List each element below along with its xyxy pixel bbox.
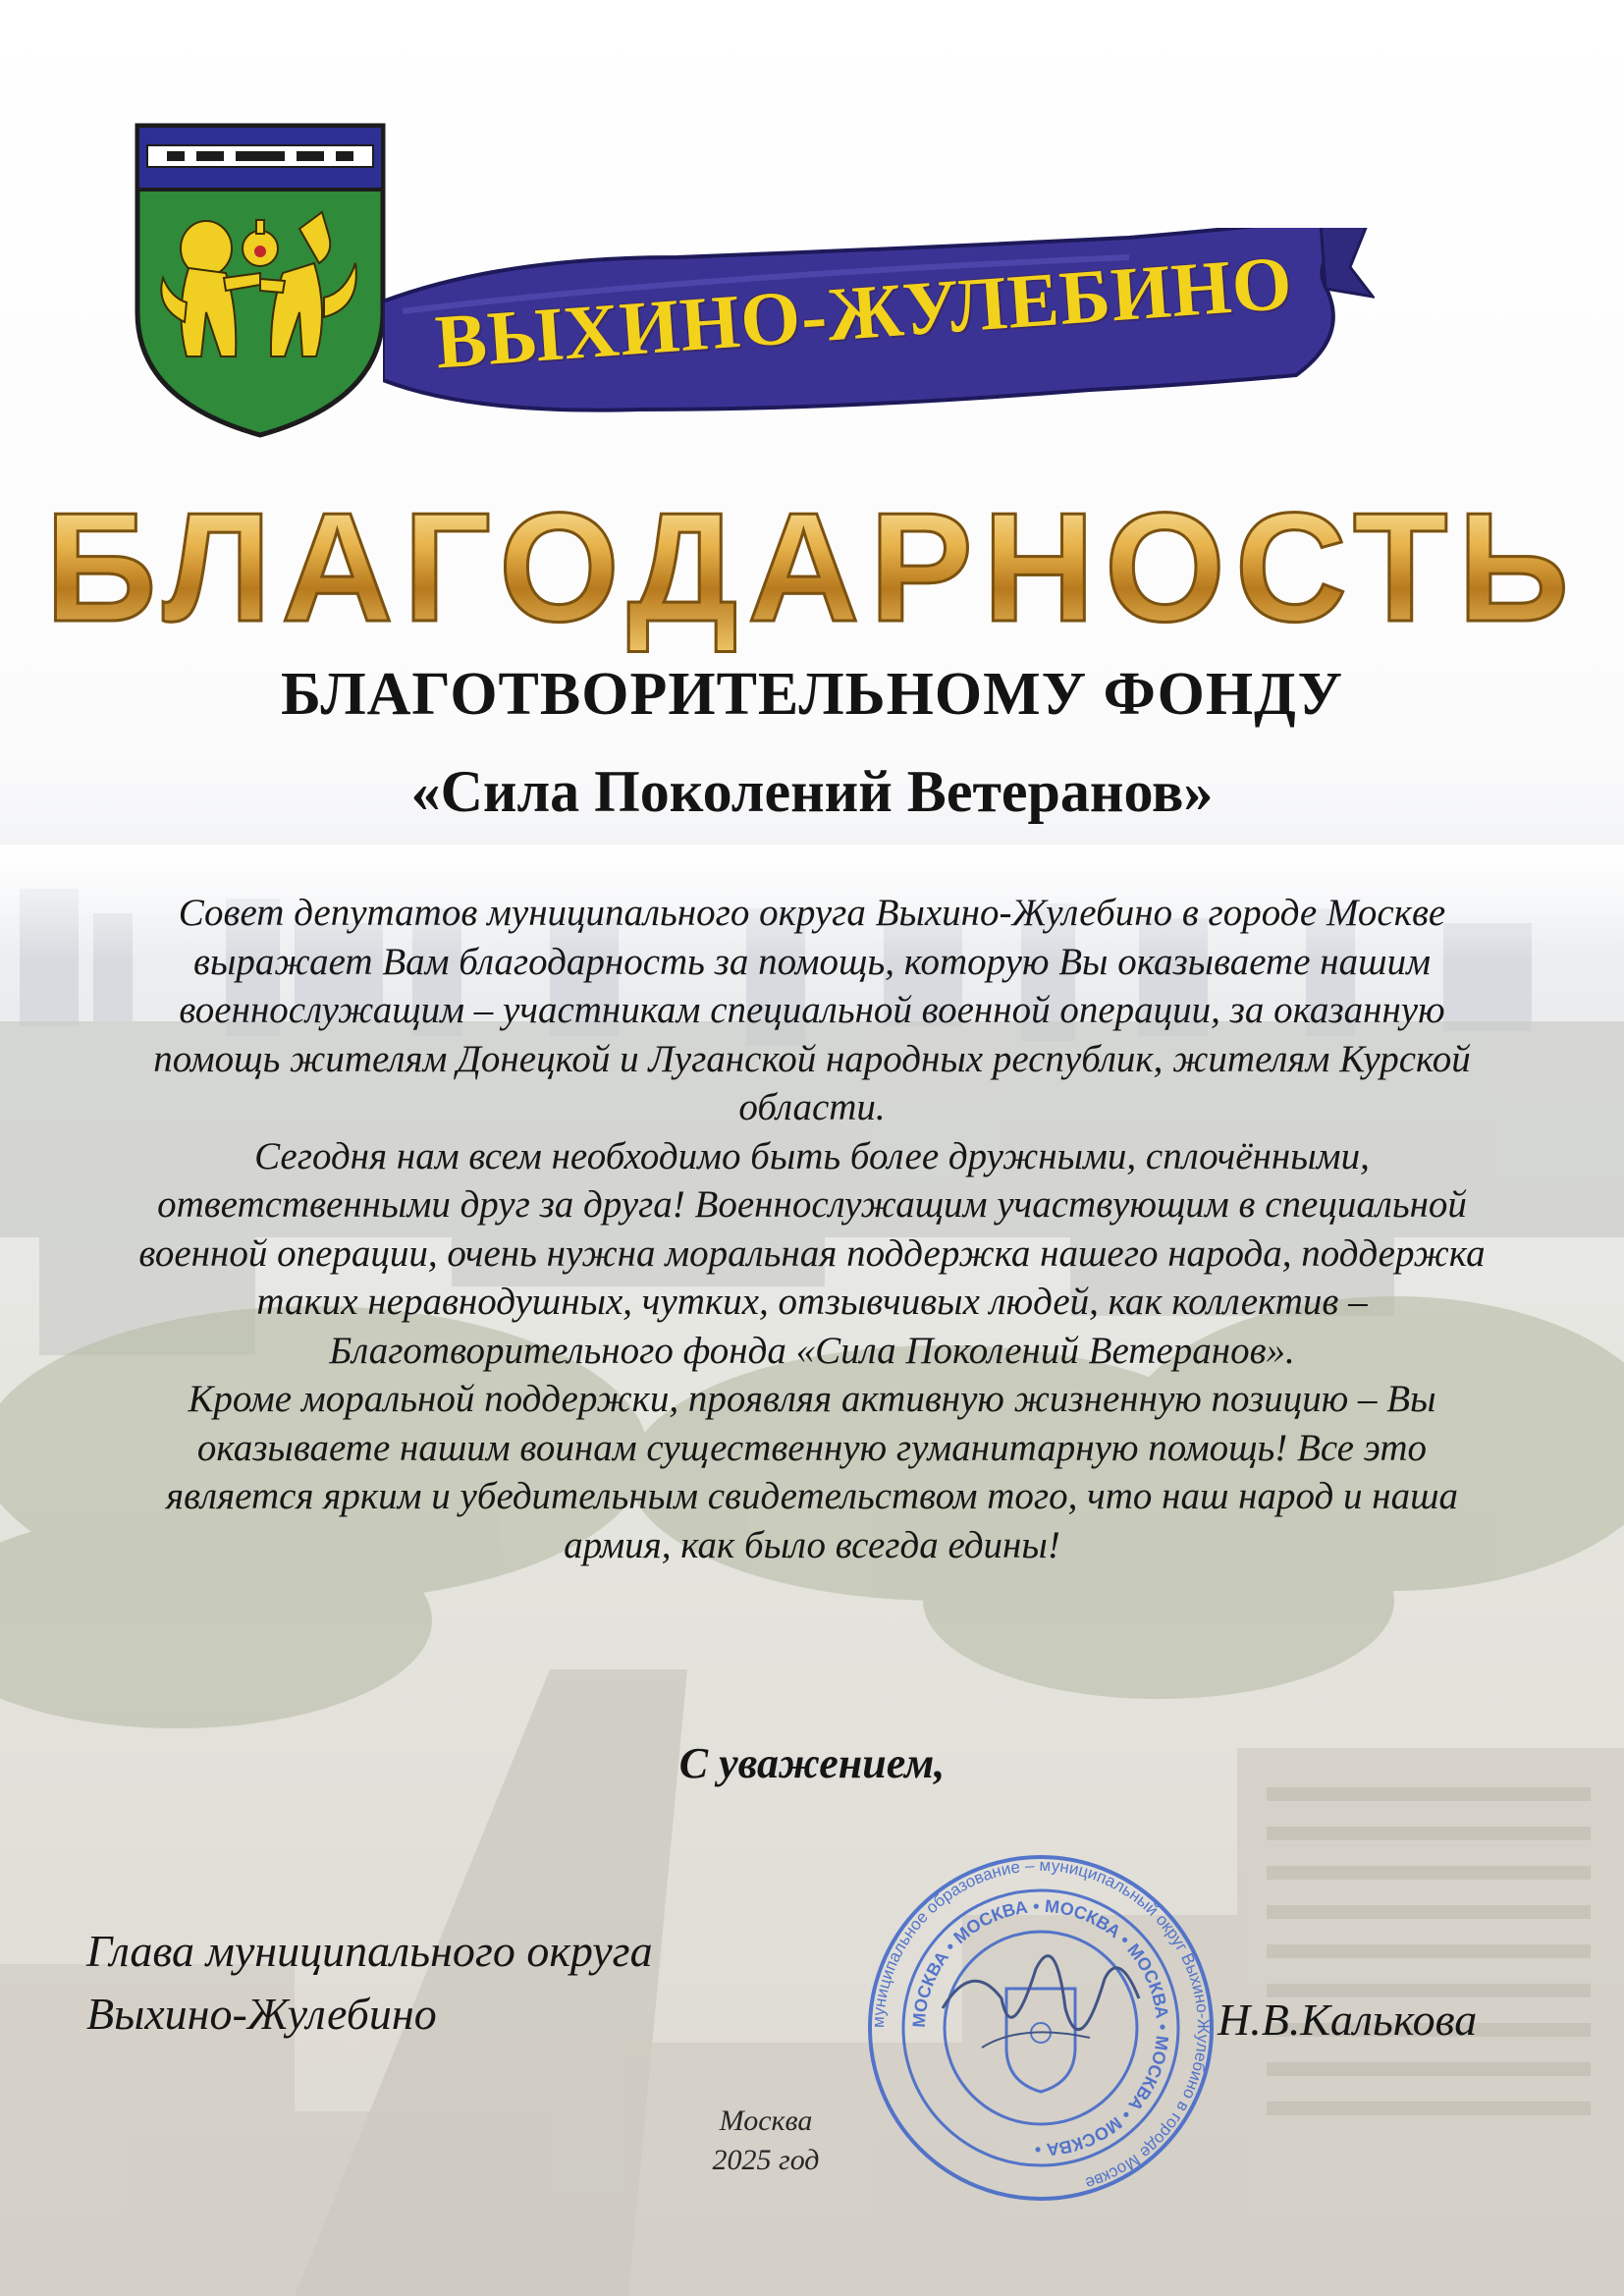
district-coat-of-arms-icon xyxy=(128,116,393,440)
signer-title-line-2: Выхино-Жулебино xyxy=(86,1989,437,2039)
body-paragraph-3: Кроме моральной поддержки, проявляя активную жизненную позицию – Вы оказываете нашим воинам существенную гуманитарную помощь! Все это является ярким и убедительным свидетельством того, что наш народ и наша армия, как было всегда едины! xyxy=(165,1378,1459,1566)
letter-body xyxy=(128,889,1496,1569)
closing-regards: С уважением, xyxy=(678,1739,946,1787)
stamp-ring-text: МОСКВА • МОСКВА • МОСКВА • МОСКВА • МОСКВА • МОСКВА • xyxy=(908,1895,1173,2160)
signer-title-line-1: Глава муниципального округа xyxy=(86,1926,653,1976)
signer-title xyxy=(86,1920,653,2046)
signer-name: Н.В.Калькова xyxy=(1218,1995,1478,2045)
year: 2025 год xyxy=(712,2144,820,2176)
district-name-ribbon-text: ВЫХИНО-ЖУЛЕБИНО xyxy=(432,239,1296,385)
body-paragraph-2: Сегодня нам всем необходимо быть более дружными, сплочёнными, ответственными друг за друга! Военнослужащим участвующим в специальной военной операции, очень нужна моральная поддержка нашего народа, поддержка таких неравнодушных, чутких, отзывчивых людей, как коллектив – Благотворительного фонда «Сила Поколений Ветеранов». xyxy=(138,1134,1486,1372)
official-stamp-icon xyxy=(864,1851,1218,2205)
stamp-outer-text: муниципальное образование – муниципальный округ Выхино-Жулебино в городе Москве xyxy=(868,1855,1214,2194)
place-and-year xyxy=(687,2102,844,2180)
svg-text:МОСКВА • МОСКВА • МОСКВА • МОС xyxy=(909,1896,1172,2159)
place: Москва xyxy=(719,2105,813,2137)
document-title: БЛАГОДАРНОСТЬ xyxy=(0,479,1624,656)
body-paragraph-1: Совет депутатов муниципального округа Выхино-Жулебино в городе Москве выражает Вам благодарность за помощь, которую Вы оказываете нашим военнослужащим – участникам специальной военной операции, за оказанную помощь жителям Донецкой и Луганской народных республик, жителям Курской области. xyxy=(153,892,1471,1128)
recipient-line-2: «Сила Поколений Ветеранов» xyxy=(410,759,1214,824)
recipient-line-1: БЛАГОТВОРИТЕЛЬНОМУ ФОНДУ xyxy=(281,661,1343,728)
